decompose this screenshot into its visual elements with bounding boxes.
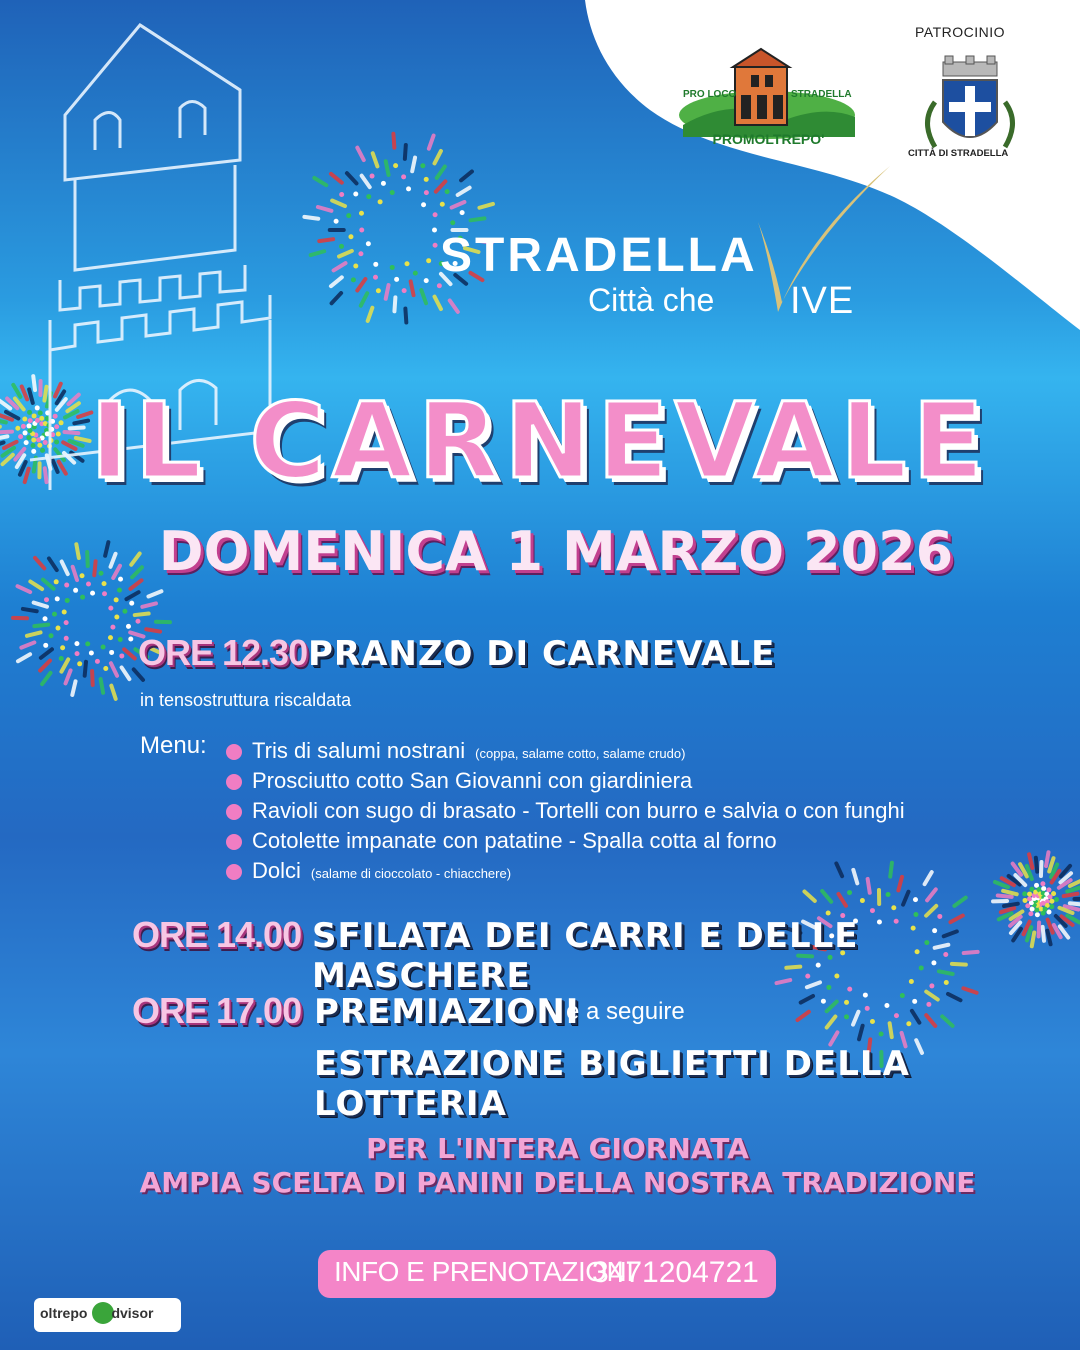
awards-title: PREMIAZIONI	[314, 992, 580, 1032]
menu-bullet-icon	[226, 804, 242, 820]
menu-item-text: Prosciutto cotto San Giovanni con giardiniera	[252, 768, 693, 793]
citta-che-label: Città che	[588, 282, 715, 318]
menu-item	[252, 738, 685, 764]
menu-item-text: Dolci	[252, 858, 301, 883]
city-name-label: CITTÀ DI STRADELLA	[908, 148, 1009, 159]
advisor-text	[40, 1305, 153, 1321]
advisor-left: oltrepo	[40, 1305, 88, 1321]
info-phone[interactable]: 3471204721	[592, 1256, 759, 1289]
menu-bullet-icon	[226, 774, 242, 790]
menu-item-note: (salame di cioccolato - chiacchere)	[310, 866, 512, 881]
menu-item-note: (coppa, salame cotto, salame crudo)	[475, 746, 686, 761]
proloco-arc-right: STRADELLA	[791, 89, 852, 100]
promoltrepo-label: PROMOLTREPO'	[712, 131, 825, 147]
menu-item-text: Cotolette impanate con patatine - Spalla cotta al forno	[252, 828, 777, 853]
event-title: IL CARNEVALE	[90, 380, 990, 502]
all-day-line2: AMPIA SCELTA DI PANINI DELLA NOSTRA TRADIZIONE	[139, 1166, 976, 1199]
lottery-title: ESTRAZIONE BIGLIETTI DELLA LOTTERIA	[314, 1044, 910, 1124]
lunch-time: ORE 12.30	[138, 632, 308, 673]
awards-follow: e a seguire	[566, 998, 685, 1025]
menu-bullet-icon	[226, 834, 242, 850]
patronage-label: PATROCINIO	[915, 24, 1006, 40]
proloco-arc-left: PRO LOCO	[683, 89, 737, 100]
lunch-title: PRANZO DI CARNEVALE	[308, 634, 776, 674]
stradella-wordmark: STRADELLA	[440, 229, 758, 282]
all-day-line1: PER L'INTERA GIORNATA	[366, 1132, 749, 1165]
menu-item-text: Ravioli con sugo di brasato - Tortelli con burro e salvia o con funghi	[252, 798, 905, 823]
menu-item	[252, 858, 511, 884]
menu-item	[252, 798, 905, 824]
parade-title: SFILATA DEI CARRI E DELLE MASCHERE	[312, 916, 859, 996]
info-label: INFO E PRENOTAZIONI	[334, 1256, 634, 1287]
menu-item	[252, 768, 692, 794]
menu-item	[252, 828, 777, 854]
menu-bullet-icon	[226, 744, 242, 760]
menu-label: Menu:	[140, 732, 207, 759]
awards-time: ORE 17.00	[132, 990, 302, 1031]
lunch-note: in tensostruttura riscaldata	[140, 690, 352, 710]
vive-label: IVE	[790, 280, 855, 322]
event-date: DOMENICA 1 MARZO 2026	[158, 520, 954, 583]
advisor-right: dvisor	[111, 1305, 154, 1321]
menu-bullet-icon	[226, 864, 242, 880]
parade-time: ORE 14.00	[132, 914, 302, 955]
menu-item-text: Tris di salumi nostrani	[252, 738, 466, 763]
